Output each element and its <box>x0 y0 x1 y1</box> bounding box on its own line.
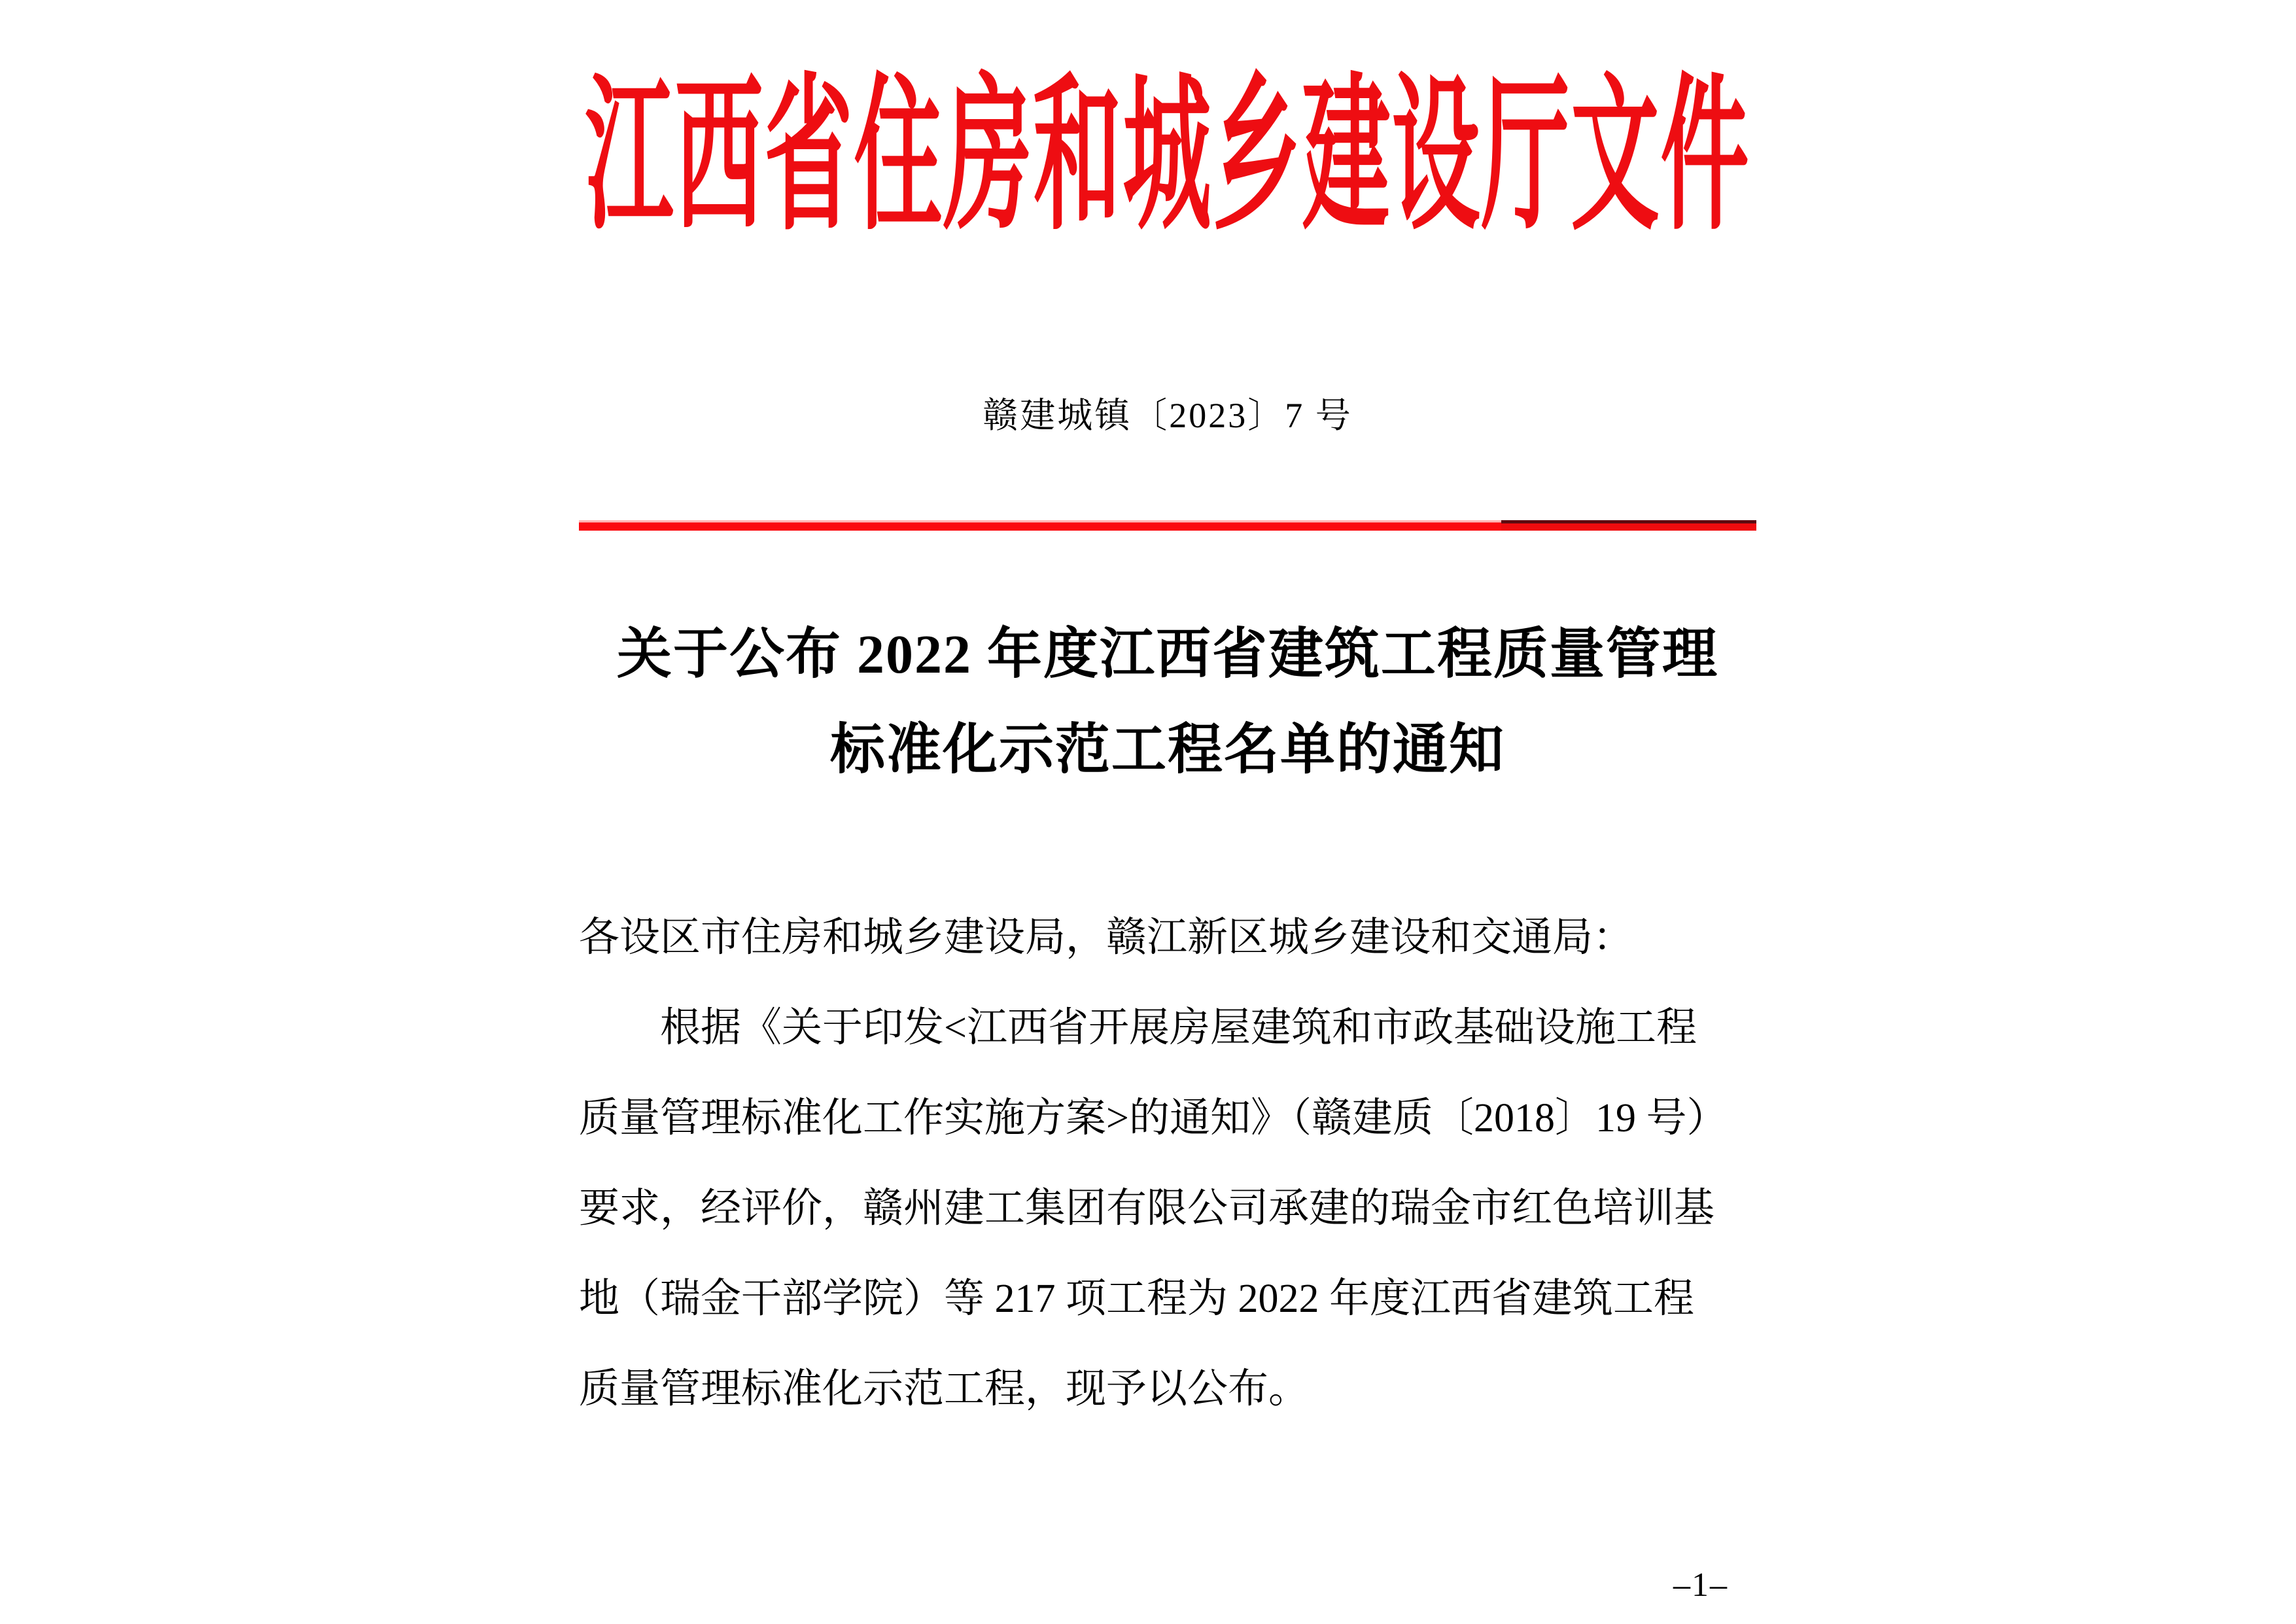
notice-body-line: 质量管理标准化示范工程，现予以公布。 <box>579 1367 1310 1411</box>
letterhead-agency-title: 江西省住房和城乡建设厅文件 <box>585 65 1750 251</box>
notice-title-line-1: 关于公布 2022 年度江西省建筑工程质量管理 <box>616 624 1718 685</box>
page-number: –1– <box>1673 1566 1728 1604</box>
notice-body <box>579 892 1756 1434</box>
notice-salutation: 各设区市住房和城乡建设局，赣江新区城乡建设和交通局： <box>579 915 1634 960</box>
red-divider-rule <box>579 520 1756 531</box>
red-divider-end-segment <box>1501 520 1756 531</box>
notice-body-line: 质量管理标准化工作实施方案>的通知》（赣建质〔2018〕19 号） <box>579 1096 1728 1140</box>
notice-body-line: 要求，经评价，赣州建工集团有限公司承建的瑞金市红色培训基 <box>579 1186 1715 1231</box>
notice-title <box>579 607 1756 798</box>
document-content-column <box>579 0 1756 1624</box>
document-reference-number: 赣建城镇〔2023〕7 号 <box>983 396 1353 435</box>
notice-title-line-2: 标准化示范工程名单的通知 <box>829 720 1505 781</box>
notice-body-line: 根据《关于印发<江西省开展房屋建筑和市政基础设施工程 <box>660 1006 1697 1050</box>
notice-body-line: 地（瑞金干部学院）等 217 项工程为 2022 年度江西省建筑工程 <box>579 1277 1695 1321</box>
letterhead <box>579 65 1756 251</box>
